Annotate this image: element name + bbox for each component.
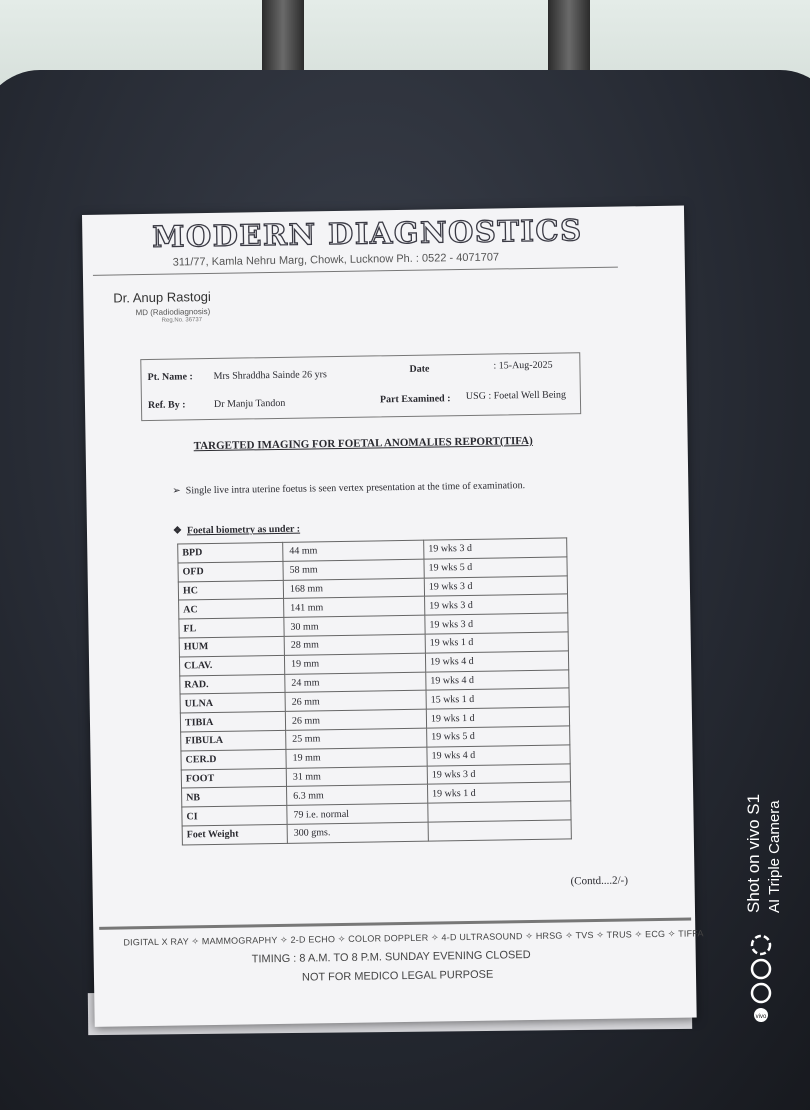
biometry-param: FOOT (181, 768, 286, 788)
biometry-age: 19 wks 3 d (424, 576, 567, 597)
biometry-param: CLAV. (179, 655, 284, 675)
biometry-heading (173, 524, 300, 537)
biometry-value: 26 mm (285, 709, 426, 730)
legal-note: NOT FOR MEDICO LEGAL PURPOSE (301, 968, 494, 984)
biometry-value: 30 mm (284, 615, 425, 636)
biometry-value: 25 mm (286, 728, 427, 749)
biometry-value: 6.3 mm (287, 785, 428, 806)
biometry-value: 26 mm (285, 691, 426, 712)
finding-text: Single live intra uterine foetus is seen vertex presentation at the time of examination. (185, 480, 526, 497)
biometry-age: 19 wks 4 d (425, 651, 568, 672)
biometry-age: 19 wks 4 d (427, 745, 570, 766)
footer-rule (99, 918, 691, 930)
part-examined-label: Part Examined : (379, 393, 451, 406)
biometry-age: 19 wks 3 d (424, 538, 567, 559)
header-rule (93, 267, 618, 276)
watermark-line2: AI Triple Camera (766, 800, 783, 913)
camera-watermark (744, 733, 792, 1023)
biometry-value: 58 mm (283, 559, 424, 580)
clinic-name: MODERN DIAGNOSTICS (152, 213, 583, 254)
biometry-age: 19 wks 5 d (427, 726, 570, 747)
biometry-value: 31 mm (286, 766, 427, 787)
part-examined-value: USG : Foetal Well Being (465, 389, 567, 402)
biometry-table (177, 537, 572, 845)
biometry-age: 19 wks 4 d (426, 669, 569, 690)
biometry-age: 15 wks 1 d (426, 688, 569, 709)
biometry-age: 19 wks 3 d (425, 594, 568, 615)
finding-bullet (172, 480, 525, 497)
biometry-age (428, 801, 571, 822)
biometry-value: 28 mm (284, 634, 425, 655)
biometry-param: HC (178, 580, 283, 600)
chair-post-left (262, 0, 304, 78)
biometry-age: 19 wks 3 d (427, 763, 570, 784)
biometry-value: 19 mm (286, 747, 427, 768)
biometry-param: FIBULA (181, 730, 286, 750)
patient-name-value: Mrs Shraddha Sainde 26 yrs (213, 369, 327, 382)
biometry-age: 19 wks 1 d (425, 632, 568, 653)
patient-name-label: Pt. Name : (147, 371, 193, 383)
biometry-age: 19 wks 1 d (426, 707, 569, 728)
watermark-line1: Shot on vivo S1 (744, 793, 763, 913)
biometry-param: BPD (178, 542, 283, 562)
biometry-param: NB (182, 787, 287, 807)
arrow-bullet-icon: ➢ (172, 485, 186, 497)
biometry-value: 44 mm (283, 540, 424, 561)
clinic-address: 311/77, Kamla Nehru Marg, Chowk, Lucknow Ph. : 0522 - 4071707 (172, 251, 500, 269)
ref-by-value: Dr Manju Tandon (213, 397, 286, 410)
biometry-param: AC (179, 599, 284, 619)
report-document (82, 206, 704, 1027)
biometry-value: 168 mm (283, 578, 424, 599)
biometry-age: 19 wks 5 d (424, 557, 567, 578)
biometry-param: Foet Weight (182, 824, 287, 844)
services-list: DIGITAL X RAY ✧ MAMMOGRAPHY ✧ 2-D ECHO ✧ COLOR DOPPLER ✧ 4-D ULTRASOUND ✧ HRSG ✧ TVS ✧ TRUS ✧ ECG ✧ TIFFA (123, 928, 704, 948)
date-label: Date (409, 363, 430, 375)
biometry-value: 19 mm (284, 653, 425, 674)
biometry-param: RAD. (180, 674, 285, 694)
biometry-value: 24 mm (285, 672, 426, 693)
doctor-reg-no: Reg.No. 36737 (161, 317, 203, 324)
biometry-value: 141 mm (284, 597, 425, 618)
biometry-param: HUM (179, 636, 284, 656)
report-title: TARGETED IMAGING FOR FOETAL ANOMALIES REPORT(TIFA) (193, 434, 533, 453)
doctor-degree: MD (Radiodiagnosis) (135, 306, 211, 318)
biometry-param: FL (179, 618, 284, 638)
biometry-value: 300 gms. (287, 822, 428, 843)
doctor-name: Dr. Anup Rastogi (113, 288, 211, 306)
timing-text: TIMING : 8 A.M. TO 8 P.M. SUNDAY EVENING CLOSED (251, 949, 531, 966)
biometry-heading-text: Foetal biometry as under : (186, 523, 301, 537)
biometry-param: ULNA (180, 693, 285, 713)
vivo-logo-icon (744, 931, 778, 1023)
biometry-param: CI (182, 806, 287, 826)
diamond-bullet-icon: ❖ (172, 525, 188, 537)
biometry-age (428, 820, 571, 841)
biometry-param: CER.D (181, 749, 286, 769)
biometry-age: 19 wks 3 d (425, 613, 568, 634)
ref-by-label: Ref. By : (147, 399, 186, 411)
biometry-age: 19 wks 1 d (427, 782, 570, 803)
biometry-param: TIBIA (180, 712, 285, 732)
date-value: : 15-Aug-2025 (493, 359, 553, 372)
patient-info-box (140, 352, 581, 421)
vivo-logo-text: vivo (755, 1014, 767, 1020)
biometry-param: OFD (178, 561, 283, 581)
biometry-value: 79 i.e. normal (287, 803, 428, 824)
continued-note: (Contd....2/-) (570, 874, 629, 888)
chair-post-right (548, 0, 590, 78)
